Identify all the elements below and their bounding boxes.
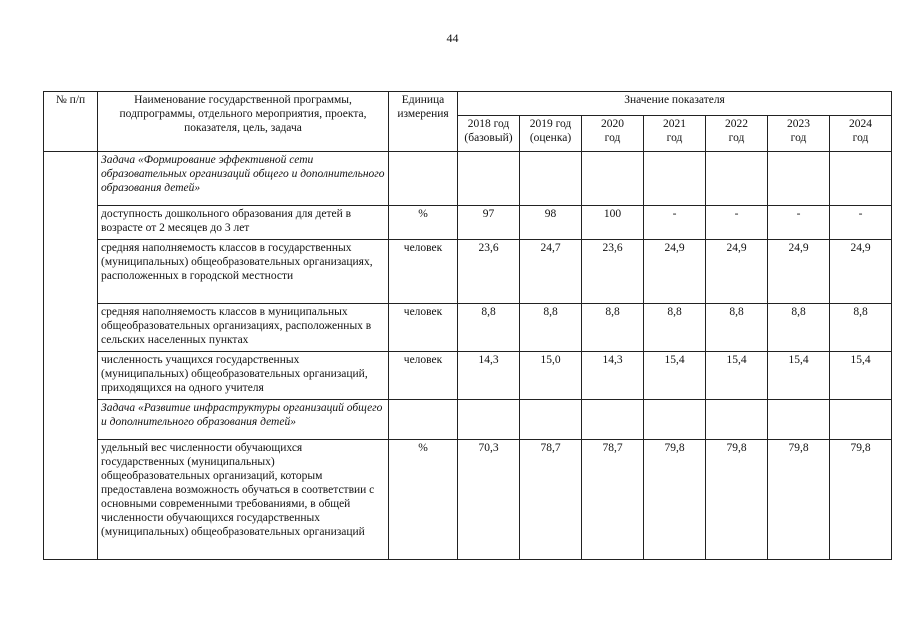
value-cell: 24,7 <box>520 240 582 304</box>
header-year-line2: год <box>604 132 621 144</box>
page-number: 44 <box>446 31 459 45</box>
value-cell <box>706 400 768 440</box>
value-cell: 8,8 <box>706 304 768 352</box>
header-year-line2: год <box>852 132 869 144</box>
value-cell: 24,9 <box>768 240 830 304</box>
table-row <box>44 440 892 560</box>
value-cell: 79,8 <box>830 440 892 560</box>
value-cell: 15,4 <box>706 352 768 400</box>
header-year-line2: год <box>728 132 745 144</box>
indicator-name: удельный вес численности обучающихся государственных (муниципальных) общеобразовательных организаций, которым предоставлена возможность обучаться в соответствии с основными современными требованиями, в общей численности обучающихся государственных (муниципальных) общеобразовательных организаций <box>98 440 389 560</box>
unit-cell: человек <box>389 304 458 352</box>
value-cell: 15,4 <box>768 352 830 400</box>
value-cell <box>768 400 830 440</box>
indicator-table <box>43 91 892 560</box>
header-year-line1: 2022 <box>725 118 748 130</box>
value-cell: 8,8 <box>830 304 892 352</box>
value-cell: 14,3 <box>582 352 644 400</box>
value-cell: 79,8 <box>706 440 768 560</box>
value-cell: 8,8 <box>582 304 644 352</box>
indicator-name: средняя наполняемость классов в государственных (муниципальных) общеобразовательных организациях, расположенных в городской местности <box>98 240 389 304</box>
unit-cell: человек <box>389 352 458 400</box>
header-year <box>830 116 892 152</box>
value-cell <box>644 152 706 206</box>
value-cell: 8,8 <box>768 304 830 352</box>
value-cell <box>830 400 892 440</box>
value-cell: 98 <box>520 206 582 240</box>
indicator-name: доступность дошкольного образования для детей в возрасте от 2 месяцев до 3 лет <box>98 206 389 240</box>
value-cell: 97 <box>458 206 520 240</box>
header-year <box>520 116 582 152</box>
table-header <box>44 92 892 152</box>
task-row <box>44 400 892 440</box>
value-cell: - <box>830 206 892 240</box>
value-cell: 79,8 <box>644 440 706 560</box>
header-year-line1: 2020 <box>601 118 624 130</box>
unit-cell <box>389 152 458 206</box>
value-cell <box>520 400 582 440</box>
value-cell: 15,4 <box>830 352 892 400</box>
value-cell: 15,0 <box>520 352 582 400</box>
header-num: № п/п <box>44 92 98 152</box>
value-cell: 100 <box>582 206 644 240</box>
header-year-line2: (оценка) <box>529 132 572 144</box>
header-unit: Единица измерения <box>389 92 458 152</box>
value-cell <box>706 152 768 206</box>
value-cell: 24,9 <box>706 240 768 304</box>
unit-cell: % <box>389 440 458 560</box>
value-cell: 70,3 <box>458 440 520 560</box>
header-year-line1: 2019 год <box>529 118 572 130</box>
header-year <box>644 116 706 152</box>
header-year <box>706 116 768 152</box>
value-cell <box>520 152 582 206</box>
value-cell: - <box>768 206 830 240</box>
header-value-group: Значение показателя <box>458 92 892 116</box>
value-cell: 23,6 <box>458 240 520 304</box>
unit-cell <box>389 400 458 440</box>
header-year <box>768 116 830 152</box>
header-year-line2: год <box>666 132 683 144</box>
value-cell: 23,6 <box>582 240 644 304</box>
value-cell <box>644 400 706 440</box>
task-name: Задача «Развитие инфраструктуры организаций общего и дополнительного образования детей» <box>98 400 389 440</box>
value-cell: 14,3 <box>458 352 520 400</box>
header-year <box>582 116 644 152</box>
header-year-line2: (базовый) <box>464 132 513 144</box>
value-cell: 15,4 <box>644 352 706 400</box>
header-year-line1: 2024 <box>849 118 873 130</box>
task-name: Задача «Формирование эффективной сети образовательных организаций общего и дополнительного образования детей» <box>98 152 389 206</box>
value-cell: 78,7 <box>520 440 582 560</box>
value-cell: 8,8 <box>458 304 520 352</box>
table-row <box>44 352 892 400</box>
value-cell: 78,7 <box>582 440 644 560</box>
row-number-cell <box>44 152 98 560</box>
value-cell <box>582 400 644 440</box>
value-cell: 24,9 <box>830 240 892 304</box>
table-body <box>44 152 892 560</box>
table-row <box>44 240 892 304</box>
header-year-line1: 2021 <box>663 118 686 130</box>
value-cell: 8,8 <box>644 304 706 352</box>
indicator-name: численность учащихся государственных (муниципальных) общеобразовательных организаций, приходящихся на одного учителя <box>98 352 389 400</box>
value-cell: - <box>706 206 768 240</box>
unit-cell: % <box>389 206 458 240</box>
value-cell: 8,8 <box>520 304 582 352</box>
task-row <box>44 152 892 206</box>
header-year <box>458 116 520 152</box>
value-cell <box>830 152 892 206</box>
value-cell: 79,8 <box>768 440 830 560</box>
value-cell <box>458 400 520 440</box>
unit-cell: человек <box>389 240 458 304</box>
header-year-line1: 2023 <box>787 118 810 130</box>
indicator-name: средняя наполняемость классов в муниципальных общеобразовательных организациях, расположенных в сельских населенных пунктах <box>98 304 389 352</box>
value-cell <box>582 152 644 206</box>
header-year-line2: год <box>790 132 807 144</box>
value-cell: 24,9 <box>644 240 706 304</box>
header-name: Наименование государственной программы, подпрограммы, отдельного мероприятия, проекта, показателя, цель, задача <box>98 92 389 152</box>
value-cell <box>768 152 830 206</box>
header-year-line1: 2018 год <box>467 118 510 130</box>
value-cell <box>458 152 520 206</box>
table-row <box>44 206 892 240</box>
table-row <box>44 304 892 352</box>
value-cell: - <box>644 206 706 240</box>
